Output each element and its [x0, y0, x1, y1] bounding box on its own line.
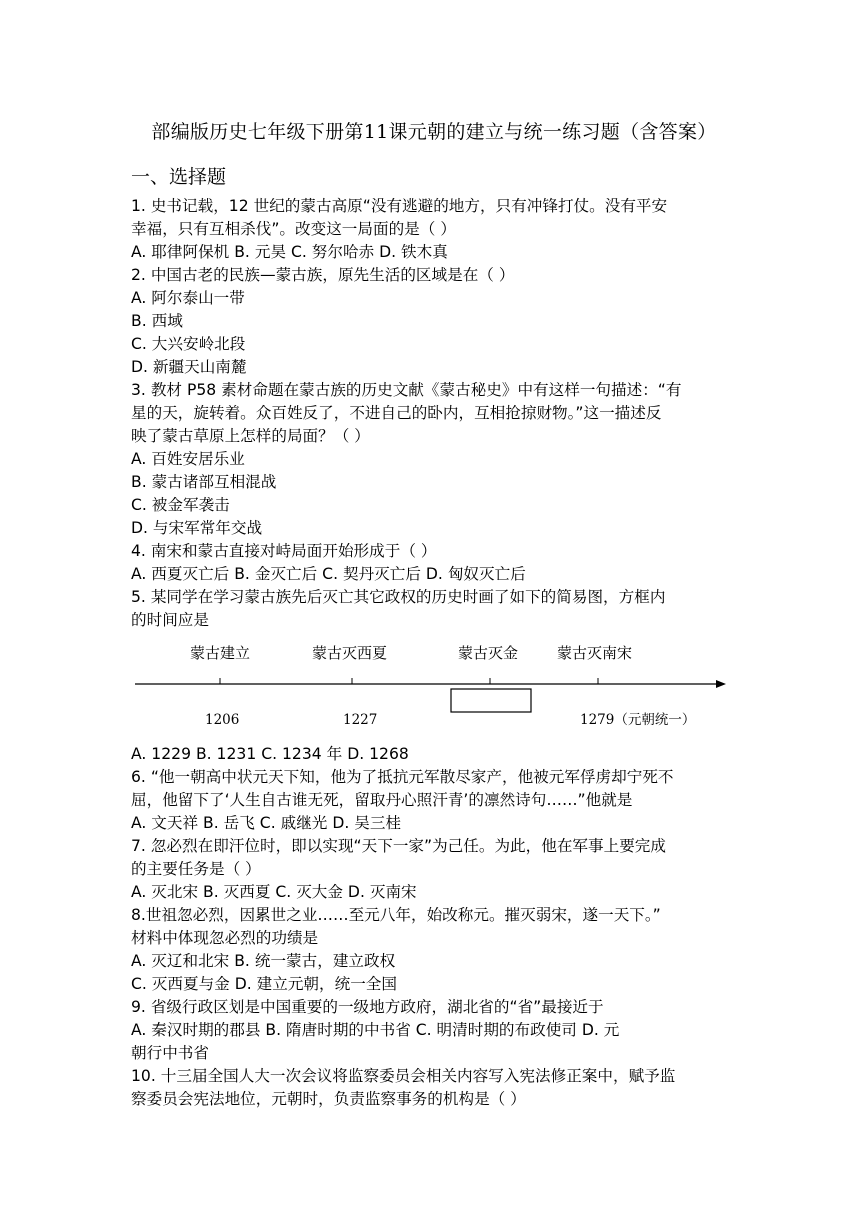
timeline-arrow-icon — [716, 680, 726, 688]
text-line: 的时间应是 — [131, 611, 209, 629]
timeline-year: 1227 — [343, 712, 378, 728]
text-line: A. 百姓安居乐业 — [131, 450, 245, 468]
text-line: 9. 省级行政区划是中国重要的一级地方政府，湖北省的“省”最接近于 — [131, 998, 604, 1016]
text-line: B. 西域 — [131, 312, 183, 330]
timeline-event: 蒙古灭西夏 — [312, 644, 388, 662]
text-line: C. 被金军袭击 — [131, 496, 230, 514]
timeline-event: 蒙古灭金 — [458, 644, 519, 662]
text-line: A. 1229 B. 1231 C. 1234 年 D. 1268 — [131, 745, 409, 763]
text-line: A. 文天祥 B. 岳飞 C. 戚继光 D. 吴三桂 — [131, 814, 402, 832]
text-line: 5. 某同学在学习蒙古族先后灭亡其它政权的历史时画了如下的简易图，方框内 — [131, 588, 666, 606]
text-line: 幸福，只有互相杀伐”。改变这一局面的是（ ） — [131, 220, 456, 238]
timeline-year: 1206 — [205, 712, 240, 728]
timeline-year: 1279（元朝统一） — [580, 712, 696, 728]
answer-box — [451, 689, 531, 712]
text-line: 6. “他一朝高中状元天下知，他为了抵抗元军散尽家产，他被元军俘虏却宁死不 — [131, 768, 674, 786]
document-title: 部编版历史七年级下册第11课元朝的建立与统一练习题（含答案） — [151, 121, 717, 143]
section-heading: 一、选择题 — [131, 166, 227, 188]
text-line: 察委员会宪法地位，元朝时，负责监察事务的机构是（ ） — [131, 1090, 526, 1108]
text-line: 屈，他留下了‘人生自古谁无死，留取丹心照汗青’的凛然诗句……”他就是 — [131, 791, 633, 809]
text-line: 4. 南宋和蒙古直接对峙局面开始形成于（ ） — [131, 542, 437, 560]
text-line: 3. 教材 P58 素材命题在蒙古族的历史文献《蒙古秘史》中有这样一句描述：“有 — [131, 381, 682, 399]
text-line: 材料中体现忽必烈的功绩是 — [131, 929, 319, 947]
text-line: 1. 史书记载，12 世纪的蒙古高原“没有逃避的地方，只有冲锋打仗。没有平安 — [131, 197, 668, 215]
text-line: B. 蒙古诸部互相混战 — [131, 473, 277, 491]
text-line: 10. 十三届全国人大一次会议将监察委员会相关内容写入宪法修正案中，赋予监 — [131, 1067, 676, 1085]
text-line: C. 大兴安岭北段 — [131, 335, 246, 353]
timeline-event: 蒙古灭南宋 — [557, 644, 633, 662]
text-line: D. 新疆天山南麓 — [131, 358, 247, 376]
text-line: 2. 中国古老的民族—蒙古族，原先生活的区域是在（ ） — [131, 266, 515, 284]
text-line: A. 耶律阿保机 B. 元昊 C. 努尔哈赤 D. 铁木真 — [131, 243, 448, 261]
text-line: C. 灭西夏与金 D. 建立元朝，统一全国 — [131, 975, 397, 993]
text-line: 7. 忽必烈在即汗位时，即以实现“天下一家”为己任。为此，他在军事上要完成 — [131, 837, 666, 855]
timeline-event: 蒙古建立 — [190, 644, 251, 662]
text-line: 星的天，旋转着。众百姓反了，不进自己的卧内，互相抢掠财物。”这一描述反 — [131, 404, 662, 422]
text-line: A. 阿尔泰山一带 — [131, 289, 245, 307]
text-line: A. 灭北宋 B. 灭西夏 C. 灭大金 D. 灭南宋 — [131, 883, 417, 901]
text-line: 8.世祖忽必烈，因累世之业……至元八年，始改称元。摧灭弱宋，遂一天下。” — [131, 906, 661, 924]
text-line: D. 与宋军常年交战 — [131, 519, 263, 537]
text-line: 朝行中书省 — [131, 1044, 209, 1062]
text-line: 的主要任务是（ ） — [131, 860, 261, 878]
timeline-figure — [130, 636, 740, 736]
text-line: A. 西夏灭亡后 B. 金灭亡后 C. 契丹灭亡后 D. 匈奴灭亡后 — [131, 565, 526, 583]
text-line: A. 秦汉时期的郡县 B. 隋唐时期的中书省 C. 明清时期的布政使司 D. 元 — [131, 1021, 620, 1039]
text-line: A. 灭辽和北宋 B. 统一蒙古，建立政权 — [131, 952, 396, 970]
text-line: 映了蒙古草原上怎样的局面？（ ） — [131, 427, 370, 445]
